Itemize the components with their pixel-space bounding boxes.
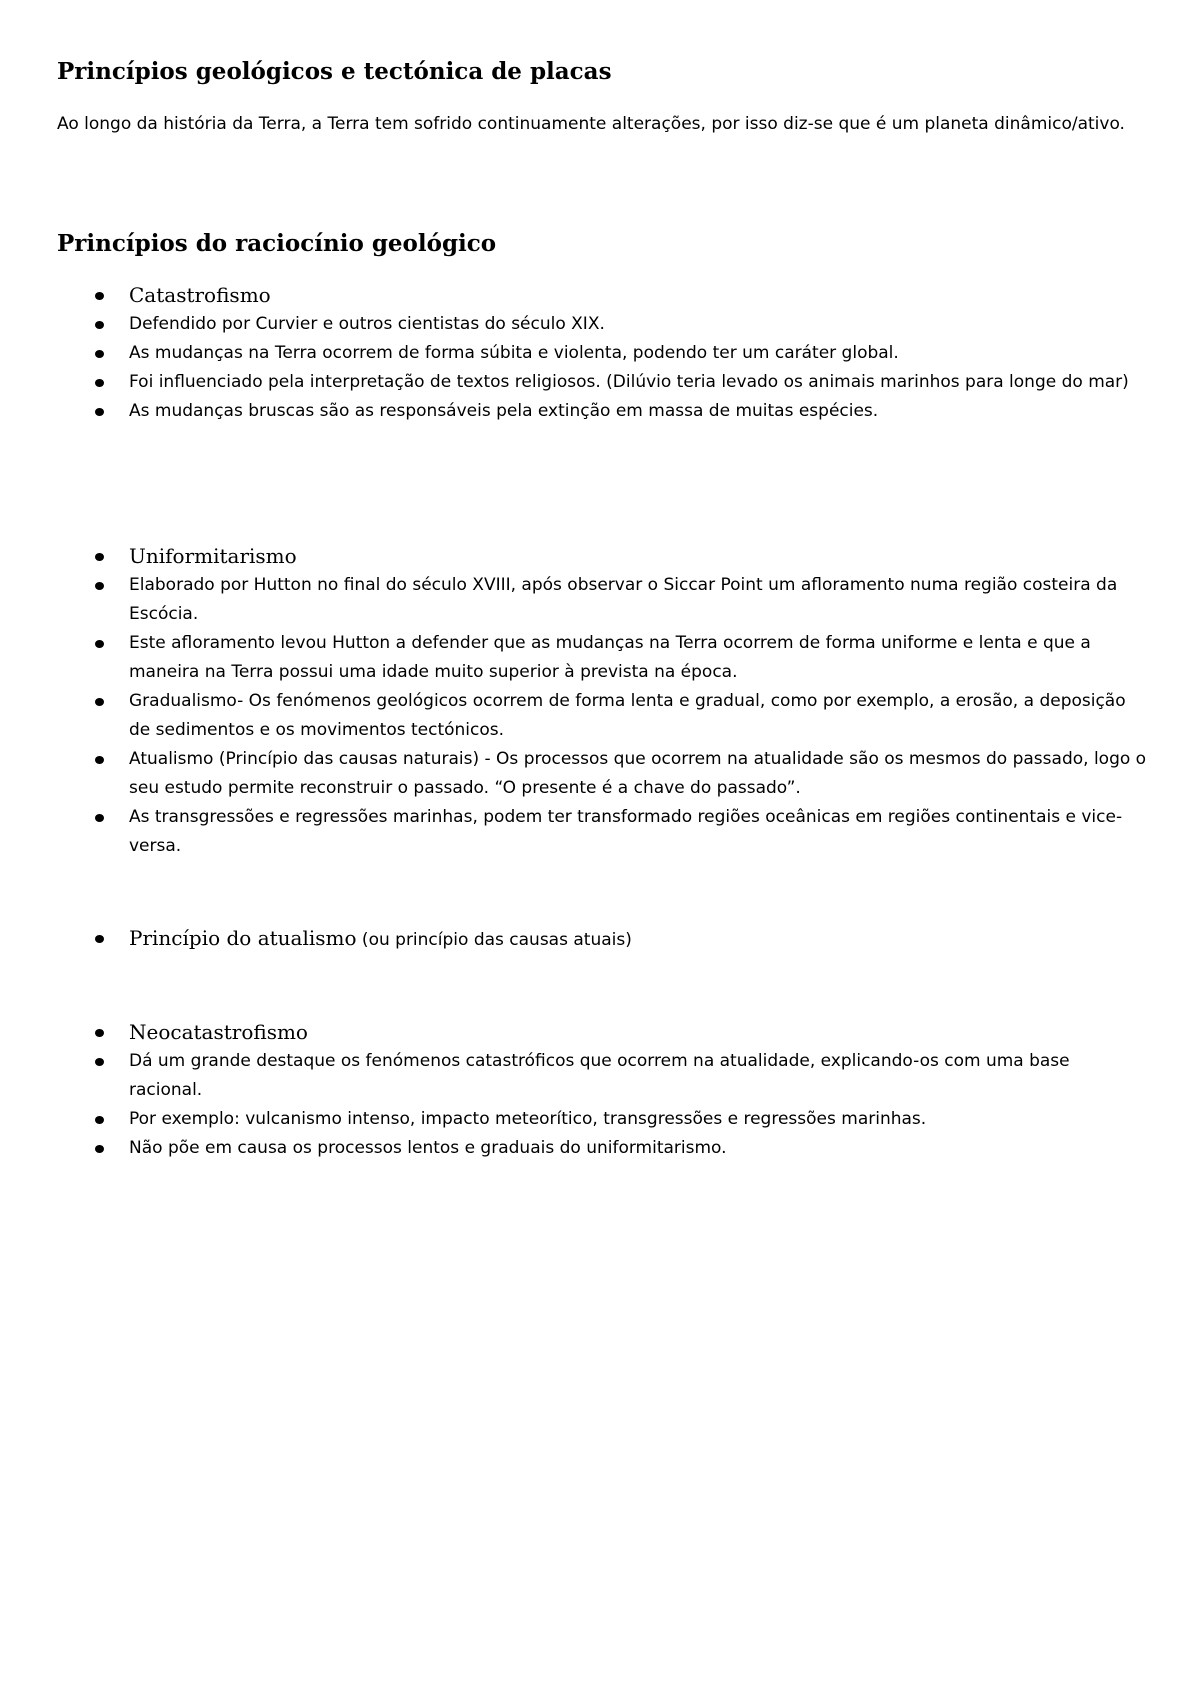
section-title: Princípios do raciocínio geológico <box>57 230 497 257</box>
bullet-icon <box>95 582 104 590</box>
bullet-icon <box>95 698 104 706</box>
bullet-icon <box>95 379 104 387</box>
heading-text: Uniformitarismo <box>129 544 297 568</box>
bullet-icon <box>95 1029 104 1037</box>
bullet-icon <box>95 1058 104 1066</box>
list-item <box>57 310 1147 339</box>
list-heading <box>57 280 1147 310</box>
item-text: As mudanças na Terra ocorrem de forma súbita e violenta, podendo ter um caráter global. <box>129 343 899 363</box>
bullet-icon <box>95 756 104 764</box>
item-text: Atualismo (Princípio das causas naturais) - Os processos que ocorrem na atualidade são os mesmos do passado, logo o seu estudo permite reconstruir o passado. “O presente é a chave do passado”. <box>129 749 1147 798</box>
list-item <box>57 745 1147 803</box>
list-item <box>57 1105 1147 1134</box>
item-text: As mudanças bruscas são as responsáveis pela extinção em massa de muitas espécies. <box>129 401 879 421</box>
item-text: Elaborado por Hutton no final do século XVIII, após observar o Siccar Point um afloramento numa região costeira da Escócia. <box>129 575 1118 624</box>
list-heading <box>57 923 1147 955</box>
heading-text: Princípio do atualismo <box>129 926 357 950</box>
item-text: Gradualismo- Os fenómenos geológicos ocorrem de forma lenta e gradual, como por exemplo, a erosão, a deposição de sedimentos e os movimentos tectónicos. <box>129 691 1126 740</box>
heading-note: (ou princípio das causas atuais) <box>356 930 632 950</box>
uniformitarismo-list <box>57 541 1147 861</box>
bullet-icon <box>95 1116 104 1124</box>
list-item <box>57 629 1147 687</box>
item-text: Dá um grande destaque os fenómenos catastróficos que ocorrem na atualidade, explicando-os com uma base racional. <box>129 1051 1070 1100</box>
list-heading <box>57 1017 1147 1047</box>
heading-text: Neocatastrofismo <box>129 1020 308 1044</box>
bullet-icon <box>95 935 104 943</box>
neocatastrofismo-list <box>57 1017 1147 1163</box>
heading-text: Catastrofismo <box>129 283 271 307</box>
list-item <box>57 803 1147 861</box>
list-item <box>57 368 1147 397</box>
catastrofismo-list <box>57 280 1147 426</box>
bullet-icon <box>95 408 104 416</box>
bullet-icon <box>95 1145 104 1153</box>
bullet-icon <box>95 321 104 329</box>
bullet-icon <box>95 553 104 561</box>
bullet-icon <box>95 350 104 358</box>
page-title: Princípios geológicos e tectónica de placas <box>57 58 612 85</box>
item-text: Foi influenciado pela interpretação de textos religiosos. (Dilúvio teria levado os animais marinhos para longe do mar) <box>129 372 1129 392</box>
intro-paragraph: Ao longo da história da Terra, a Terra tem sofrido continuamente alterações, por isso diz-se que é um planeta dinâmico/ativo. <box>57 114 1125 134</box>
list-heading <box>57 541 1147 571</box>
item-text: Não põe em causa os processos lentos e graduais do uniformitarismo. <box>129 1138 727 1158</box>
atualismo-list <box>57 923 1147 955</box>
item-text: As transgressões e regressões marinhas, podem ter transformado regiões oceânicas em regiões continentais e vice-versa. <box>129 807 1123 856</box>
list-item <box>57 1047 1147 1105</box>
bullet-icon <box>95 814 104 822</box>
list-item <box>57 1134 1147 1163</box>
list-item <box>57 397 1147 426</box>
item-text: Este afloramento levou Hutton a defender que as mudanças na Terra ocorrem de forma uniforme e lenta e que a maneira na Terra possui uma idade muito superior à prevista na época. <box>129 633 1091 682</box>
bullet-icon <box>95 640 104 648</box>
bullet-icon <box>95 292 104 300</box>
list-item <box>57 571 1147 629</box>
list-item <box>57 339 1147 368</box>
item-text: Por exemplo: vulcanismo intenso, impacto meteorítico, transgressões e regressões marinhas. <box>129 1109 927 1129</box>
item-text: Defendido por Curvier e outros cientistas do século XIX. <box>129 314 605 334</box>
list-item <box>57 687 1147 745</box>
